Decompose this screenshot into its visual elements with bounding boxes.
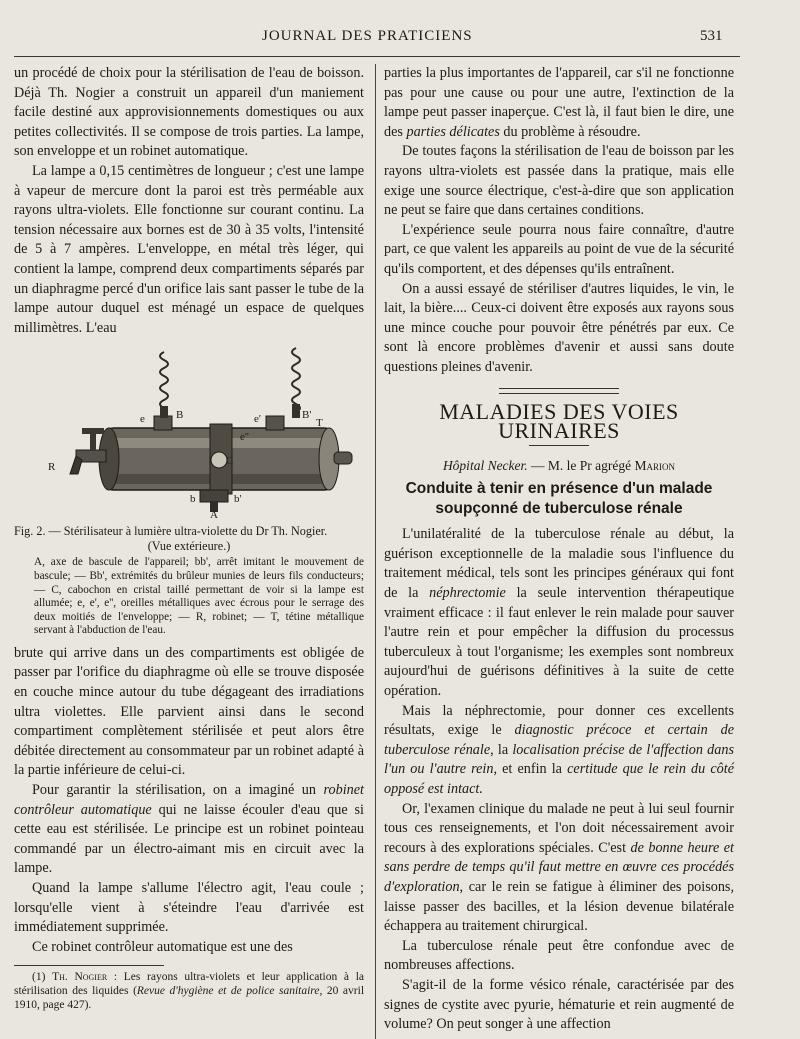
figure-legend: A, axe de bascule de l'appareil; bb', arrêt imitant le mouvement de bascule; — Bb', extrémités du brûleur munies de leurs fils conducteurs; — C, cabochon en cristal taillé permettant de voir si la lampe est allumée; e, e', e'', oreilles métalliques avec écrous pour le serrage des deux moitiés de l'enveloppe; — R, robinet; — T, tétine métallique servant à l'abduction de l'eau. — [34, 556, 364, 637]
paragraph: La lampe a 0,15 centimètres de longueur ; c'est une lampe à vapeur de mercure dont la paroi est très perméable aux rayons ultra-violets. Elle fonctionne sur courant continu. La tension nécessaire aux bornes est de 30 à 35 volts, l'intensité de 5 à 7 ampères. L'enveloppe, en métal très léger, qui contient la lampe, comprend deux compartiments séparés par un diaphragme percé d'un orifice lais sant passer le tube de la lampe autour duquel est ménagé un espace de quelques millimètres. L'eau — [14, 162, 364, 336]
right-column — [384, 64, 734, 1035]
paragraph: un procédé de choix pour la stérilisation de l'eau de boisson. Déjà Th. Nogier a construit un appareil d'un maniement facile destiné aux approvisionnements domestiques ou aux petites collectivités. Il se compose de trois parties. La lampe, son enveloppe et un robinet automatique. — [14, 65, 364, 160]
paragraph: La tuberculose rénale peut être confondue avec de nombreuses affections. — [384, 937, 734, 974]
article-title: Conduite à tenir en présence d'un malade soupçonné de tuberculose rénale — [405, 480, 713, 518]
paragraph: Ce robinet contrôleur automatique est une des — [32, 938, 293, 955]
label-C: C — [226, 455, 234, 468]
paragraph: Pour garantir la stérilisation, on a imaginé un robinet contrôleur automatique qui ne laisse écouler d'eau que si cette eau est stérilisée. Le principe est un robinet pointeau commandé par un électro-aimant mis en circuit avec la lampe. — [14, 782, 364, 877]
label-e-double-prime: e'' — [240, 431, 249, 444]
figure-sterilizer — [14, 342, 364, 520]
label-b: b — [190, 493, 196, 506]
paragraph: S'agit-il de la forme vésico rénale, caractérisée par des signes de cystite avec pyurie, hématurie et rein augmenté de volume? On peut songer à une affection — [384, 976, 734, 1033]
paragraph: Or, l'examen clinique du malade ne peut à lui seul fournir tous ces renseignements, et l'on doit nécessairement avoir recours à des explorations spéciales. C'est de bonne heure et sans perdre de temps qu'il faut mettre en œuvre ces procédés d'exploration, car le rein se fatigue à éliminer des poisons, laisse passer des bacilles, et la lésion devenue bilatérale échappera au traitement chirurgical. — [384, 800, 734, 935]
paragraph: On a aussi essayé de stériliser d'autres liquides, le vin, le lait, la bière.... Ceux-ci doivent être exposés aux rayons sous une mince couche pour pouvoir être pénétrés par eux. Ce sont là encore problèmes d'avenir et aussi sans doute questions pleines d'avenir. — [384, 280, 734, 375]
paragraph: Quand la lampe s'allume l'électro agit, l'eau coule ; lorsqu'elle vient à s'éteindre l'eau d'arrivée est immédiatement supprimée. — [14, 880, 364, 936]
left-column — [14, 64, 364, 1012]
figure-caption-sub: (Vue extérieure.) — [147, 539, 231, 554]
figure-caption: Fig. 2. — Stérilisateur à lumière ultra-violette du Dr Th. Nogier. — [14, 524, 328, 539]
section-rule — [529, 445, 589, 446]
section-title: MALADIES DES VOIES URINAIRES — [439, 398, 679, 444]
label-B-prime: B' — [302, 409, 312, 422]
running-header — [0, 28, 800, 52]
label-e-prime: e' — [254, 413, 261, 426]
footnote: (1) Th. Nogier : Les rayons ultra-violets et leur application à la stérilisation des liquides (Revue d'hygiène et de police sanitaire, 20 avril 1910, page 427). — [14, 971, 365, 1012]
label-b-prime: b' — [234, 493, 242, 506]
paragraph: L'unilatéralité de la tuberculose rénale au début, la guérison exceptionnelle de la maladie sous l'influence du traitement médical, tels sont les principes généraux qui font de la néphrectomie la seule intervention thérapeutique vraiment efficace : il faut enlever le rein malade pour sauver l'autre rein et pour empêcher la diffusion du processus tuberculeux à tout l'organisme; les exemples sont nombreux aujourd'hui de guérisons définitives à la suite de cette opération. — [384, 526, 734, 700]
paragraph: parties la plus importantes de l'appareil, car s'il ne fonctionne pas pour une cause ou pour une autre, l'extinction de la lampe peut passer inaperçue. C'est là, il faut bien le dire, une des parties délicates du problème à résoudre. — [384, 65, 734, 140]
page-number: 531 — [700, 28, 723, 44]
label-R: R — [48, 461, 56, 474]
paragraph: Mais la néphrectomie, pour donner ces excellents résultats, exige le diagnostic précoce et certain de tuberculose rénale, la localisation précise de l'affection dans l'un ou l'autre rein, et enfin la certitude que le rein du côté opposé est intact. — [384, 702, 734, 797]
paragraph: De toutes façons la stérilisation de l'eau de boisson par les rayons ultra-violets est passée dans la pratique, mais elle exige une source électrique, c'est-à-dire que son application ne peut se faire que dans certaines conditions. — [384, 143, 734, 219]
footnote-rule — [14, 965, 164, 966]
sterilizer-illustration — [14, 342, 364, 520]
column-divider — [375, 64, 376, 1039]
label-B: B — [176, 409, 184, 422]
paragraph: L'expérience seule pourra nous faire connaître, d'autre part, ce que valent les appareils au point de vue de la sécurité qu'ils comportent, et des dépenses qu'ils entraînent. — [384, 221, 734, 277]
section-separator — [499, 388, 619, 394]
paragraph: brute qui arrive dans un des compartiments est obligée de passer par l'orifice du diaphragme où elle se trouve disposée en couche mince autour du tube dégageant des irradiations ultra violettes. Elle parvient ainsi dans le second compartiment complètement stérilisée et peut alors être débitée directement au consommateur par un robinet adapté à la partie inférieure de celui-ci. — [14, 644, 364, 779]
byline: Hôpital Necker. — M. le Pr agrégé Marion — [442, 457, 676, 473]
header-rule — [14, 56, 740, 57]
journal-title: JOURNAL DES PRATICIENS — [262, 28, 473, 44]
label-T: T — [316, 417, 323, 430]
label-e: e — [140, 413, 145, 426]
label-A: A — [210, 509, 218, 521]
